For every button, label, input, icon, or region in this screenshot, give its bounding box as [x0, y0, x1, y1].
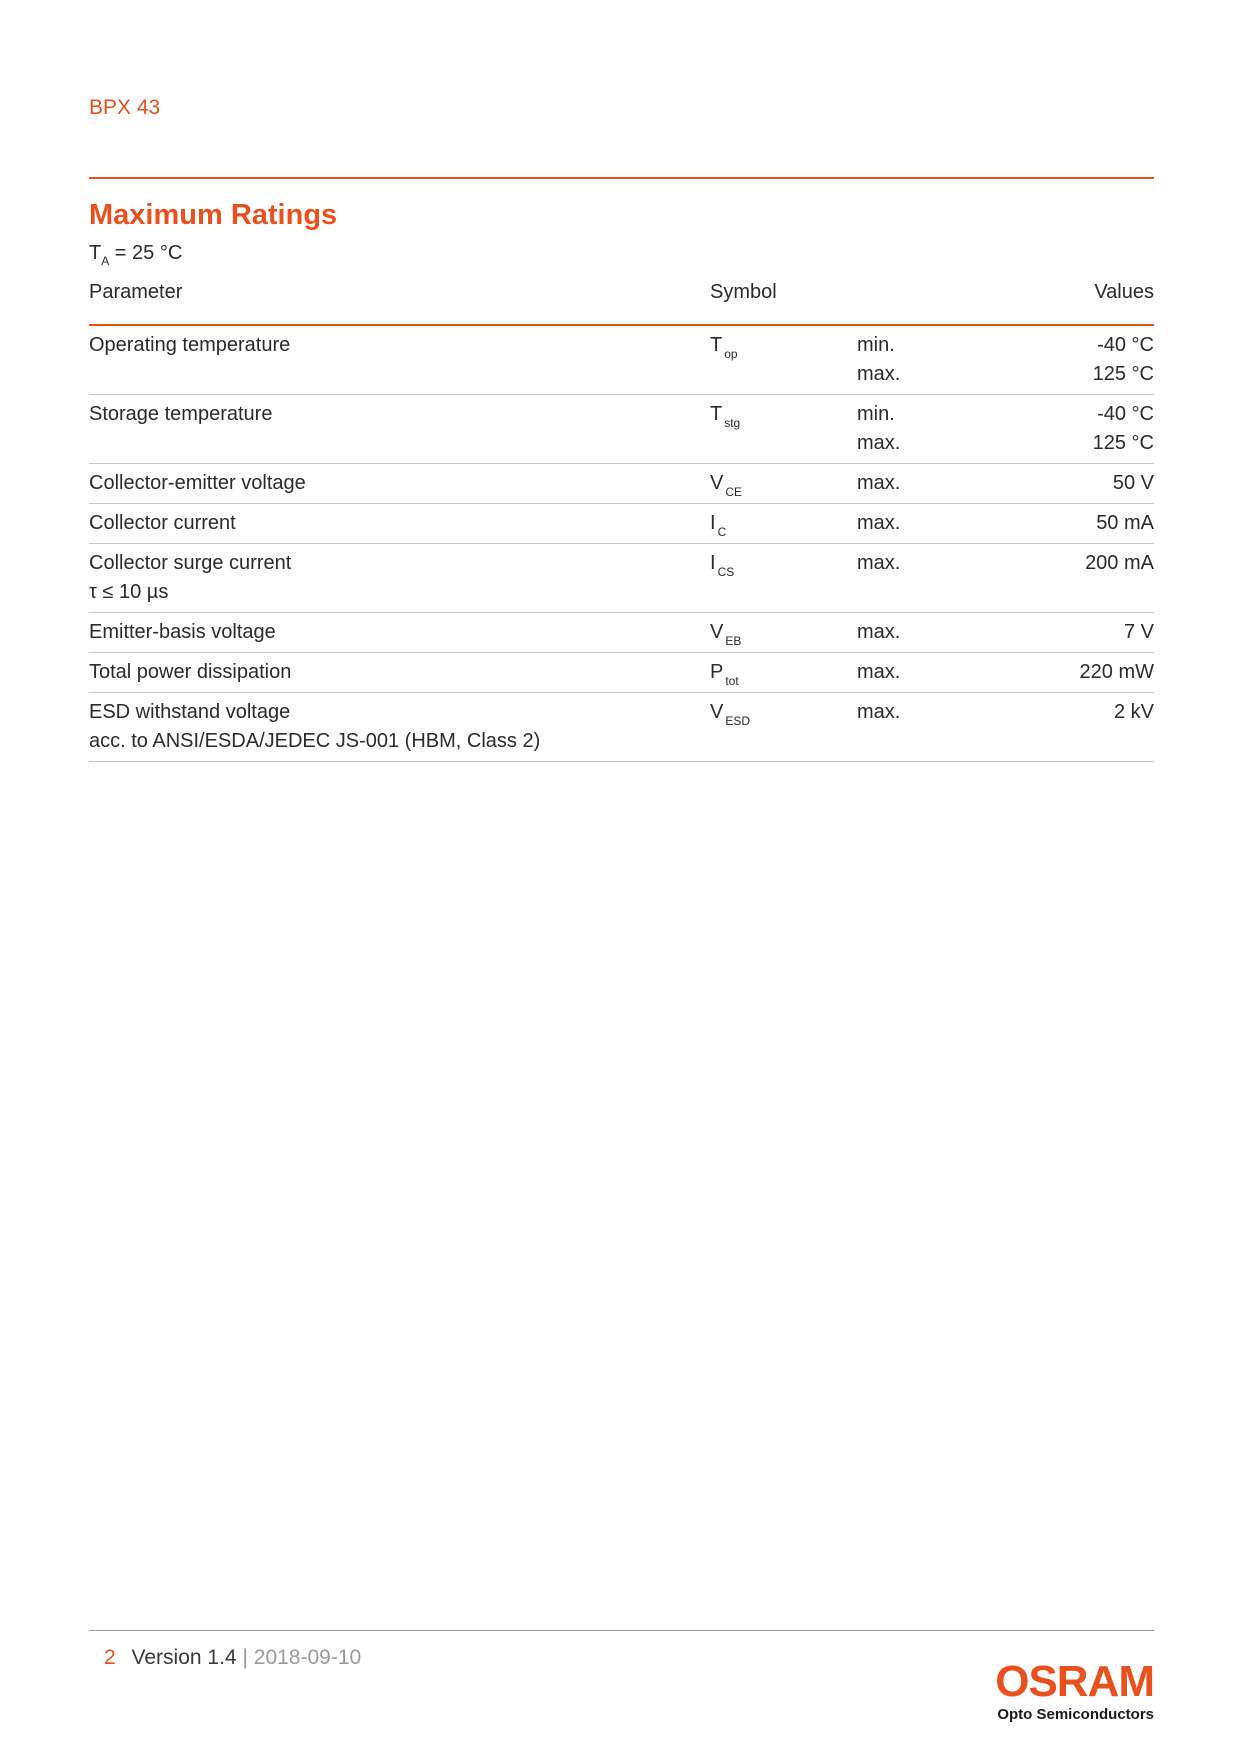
version-label: Version 1.4	[131, 1646, 237, 1669]
symbol-letter: V	[710, 472, 724, 494]
row-line	[89, 395, 1154, 430]
limit-type: max.	[857, 552, 901, 574]
symbol-letter: T	[710, 403, 723, 425]
symbol-subscript: op	[724, 347, 738, 361]
symbol-subscript: ESD	[725, 714, 751, 728]
page-number: 2	[104, 1646, 116, 1669]
footer-divider	[89, 1630, 1154, 1631]
table-header	[89, 278, 1154, 326]
rating-value: -40 °C	[1097, 334, 1154, 356]
row-line	[89, 653, 1154, 688]
symbol-letter: T	[710, 334, 723, 356]
row-line	[89, 573, 1154, 602]
header-parameter: Parameter	[89, 281, 183, 303]
rating-value: 125 °C	[1092, 363, 1154, 385]
logo-tagline: Opto Semiconductors	[997, 1706, 1154, 1723]
limit-type: min.	[857, 403, 895, 425]
osram-logo	[995, 1657, 1154, 1723]
limit-type: max.	[857, 512, 901, 534]
row-padding	[89, 533, 1154, 543]
parameter-note: τ ≤ 10 µs	[89, 581, 169, 603]
section-title: Maximum Ratings	[89, 199, 338, 231]
limit-type: max.	[857, 432, 901, 454]
symbol-letter: V	[710, 621, 724, 643]
symbol-subscript: CS	[717, 565, 735, 579]
revision-date: 2018-09-10	[253, 1646, 362, 1669]
header-values: Values	[1094, 281, 1154, 303]
symbol	[710, 472, 742, 499]
condition-subscript: A	[101, 254, 110, 268]
table-row	[89, 613, 1154, 653]
row-line	[89, 613, 1154, 648]
parameter-name: Total power dissipation	[89, 661, 292, 683]
row-line	[89, 424, 1154, 453]
rating-value: 50 V	[1112, 472, 1154, 494]
row-padding	[89, 453, 1154, 463]
rating-value: 200 mA	[1085, 552, 1154, 574]
limit-type: max.	[857, 472, 901, 494]
rating-value: -40 °C	[1097, 403, 1154, 425]
row-line	[89, 504, 1154, 539]
row-line	[89, 693, 1154, 728]
row-line	[89, 544, 1154, 579]
row-padding	[89, 384, 1154, 394]
condition-symbol: T	[89, 242, 102, 264]
parameter-name: Collector current	[89, 512, 236, 534]
rating-value: 50 mA	[1096, 512, 1154, 534]
table-body	[89, 326, 1154, 762]
row-line	[89, 464, 1154, 499]
symbol-subscript: EB	[725, 634, 742, 648]
limit-type: max.	[857, 701, 901, 723]
parameter-name: Collector-emitter voltage	[89, 472, 306, 494]
header-symbol: Symbol	[710, 281, 777, 303]
table-row	[89, 544, 1154, 613]
table-row	[89, 653, 1154, 693]
rating-value: 125 °C	[1092, 432, 1154, 454]
parameter-name: ESD withstand voltage	[89, 701, 291, 723]
parameter-note: acc. to ANSI/ESDA/JEDEC JS-001 (HBM, Class 2)	[89, 730, 541, 752]
symbol-subscript: C	[717, 525, 727, 539]
ambient-condition	[89, 242, 182, 268]
table-row	[89, 693, 1154, 762]
limit-type: max.	[857, 621, 901, 643]
symbol	[710, 661, 739, 688]
row-padding	[89, 602, 1154, 612]
symbol-letter: V	[710, 701, 724, 723]
logo-wordmark: OSRAM	[995, 1657, 1154, 1706]
table-row	[89, 395, 1154, 464]
symbol-letter: I	[710, 552, 716, 574]
product-name: BPX 43	[89, 96, 161, 119]
rating-value: 7 V	[1123, 621, 1154, 643]
symbol	[710, 512, 726, 539]
symbol	[710, 621, 741, 648]
header-divider	[89, 177, 1154, 179]
rating-value: 2 kV	[1113, 701, 1154, 723]
table-row	[89, 326, 1154, 395]
footer-separator: |	[242, 1646, 248, 1669]
symbol-subscript: tot	[725, 674, 739, 688]
limit-type: min.	[857, 334, 895, 356]
parameter-name: Emitter-basis voltage	[89, 621, 276, 643]
table-row	[89, 464, 1154, 504]
rating-value: 220 mW	[1079, 661, 1154, 683]
symbol-letter: P	[710, 661, 724, 683]
row-line	[89, 355, 1154, 384]
parameter-name: Collector surge current	[89, 552, 292, 574]
max-ratings-table	[89, 278, 1154, 762]
symbol-subscript: stg	[724, 416, 741, 430]
parameter-name: Operating temperature	[89, 334, 291, 356]
limit-type: max.	[857, 363, 901, 385]
row-line	[89, 326, 1154, 361]
parameter-name: Storage temperature	[89, 403, 273, 425]
symbol-subscript: CE	[725, 485, 743, 499]
limit-type: max.	[857, 661, 901, 683]
footer	[104, 1646, 361, 1670]
condition-value: = 25 °C	[109, 242, 183, 264]
symbol-letter: I	[710, 512, 716, 534]
row-line	[89, 722, 1154, 751]
table-row	[89, 504, 1154, 544]
